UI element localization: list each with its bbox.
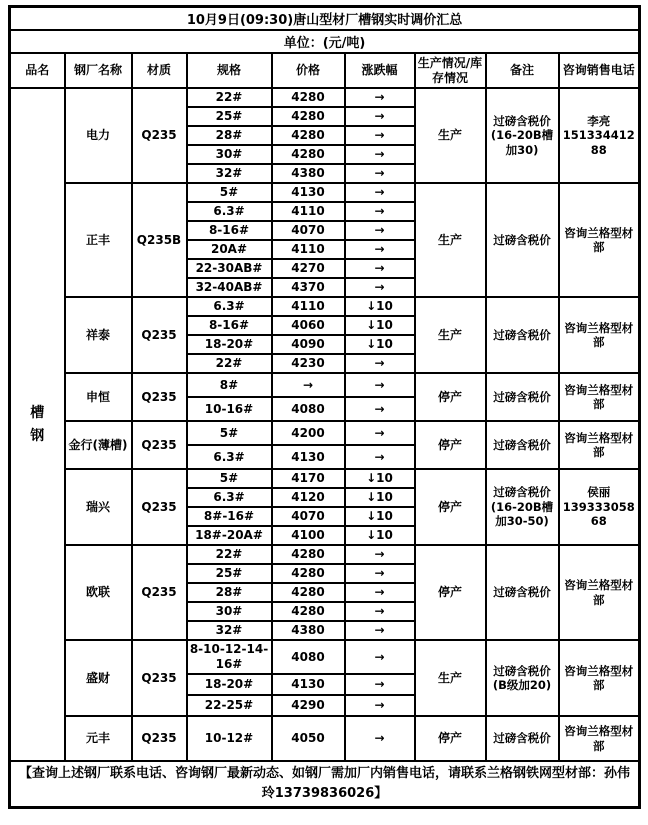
change-cell: ↓10 (345, 297, 415, 316)
contact-cell (559, 373, 640, 421)
spec-cell: 28# (187, 126, 272, 145)
change-cell: ↓10 (345, 526, 415, 545)
change-cell: → (345, 640, 415, 674)
change-cell: → (345, 240, 415, 259)
contact-name: 李亮 (587, 113, 611, 128)
change-cell: → (345, 621, 415, 640)
table-row (10, 373, 640, 397)
change-cell: ↓10 (345, 507, 415, 526)
change-cell: → (345, 583, 415, 602)
spec-cell: 8# (187, 373, 272, 397)
spec-cell: 18-20# (187, 335, 272, 354)
change-cell: ↓10 (345, 335, 415, 354)
change-cell: → (345, 373, 415, 397)
change-cell: → (345, 716, 415, 761)
col-header-contact: 咨询销售电话 (559, 53, 640, 88)
page-title: 10月9日(09:30)唐山型材厂槽钢实时调价汇总 (10, 7, 640, 31)
remark-cell: 过磅含税价(16-20B槽加30) (486, 88, 559, 183)
spec-cell: 30# (187, 602, 272, 621)
spec-cell: 25# (187, 107, 272, 126)
col-header-change: 涨跌幅 (345, 53, 415, 88)
price-cell: 4280 (272, 602, 345, 621)
price-cell: 4280 (272, 88, 345, 107)
change-cell: → (345, 202, 415, 221)
change-cell: → (345, 164, 415, 183)
contact-cell (559, 183, 640, 297)
spec-cell: 8#-16# (187, 507, 272, 526)
contact-name: 咨询兰格型材部 (564, 320, 634, 349)
col-header-status: 生产情况/库存情况 (415, 53, 486, 88)
contact-cell (559, 469, 640, 545)
price-cell: → (272, 373, 345, 397)
contact-name: 咨询兰格型材部 (564, 225, 634, 254)
spec-cell: 6.3# (187, 202, 272, 221)
price-cell: 4280 (272, 126, 345, 145)
spec-cell: 22-25# (187, 695, 272, 716)
price-cell: 4280 (272, 145, 345, 164)
change-cell: → (345, 145, 415, 164)
mill-name-cell: 盛财 (65, 640, 132, 716)
spec-cell: 6.3# (187, 488, 272, 507)
spec-cell: 8-16# (187, 221, 272, 240)
price-cell: 4100 (272, 526, 345, 545)
col-header-spec: 规格 (187, 53, 272, 88)
change-cell: → (345, 674, 415, 695)
spec-cell: 22# (187, 88, 272, 107)
status-cell: 停产 (415, 545, 486, 640)
spec-cell: 6.3# (187, 445, 272, 469)
table-row (10, 88, 640, 107)
material-cell: Q235 (132, 373, 187, 421)
spec-cell: 20A# (187, 240, 272, 259)
contact-cell (559, 297, 640, 373)
title-row (10, 7, 640, 31)
status-cell: 停产 (415, 421, 486, 469)
change-cell: → (345, 695, 415, 716)
price-cell: 4070 (272, 507, 345, 526)
change-cell: ↓10 (345, 469, 415, 488)
contact-name: 咨询兰格型材部 (564, 578, 634, 607)
spec-cell: 32# (187, 621, 272, 640)
footer-row (10, 761, 640, 808)
change-cell: → (345, 545, 415, 564)
material-cell: Q235 (132, 469, 187, 545)
price-bulletin (8, 5, 640, 809)
price-table (8, 5, 641, 809)
contact-cell (559, 88, 640, 183)
change-cell: ↓10 (345, 488, 415, 507)
change-cell: → (345, 183, 415, 202)
product-name-cell: 槽 钢 (10, 88, 65, 761)
footer-note: 【查询上述钢厂联系电话、咨询钢厂最新动态、如钢厂需加厂内销售电话，请联系兰格钢铁网型材部：孙伟玲13739836026】 (10, 761, 640, 808)
price-cell: 4290 (272, 695, 345, 716)
table-row (10, 716, 640, 761)
header-row (10, 53, 640, 88)
change-cell: ↓10 (345, 316, 415, 335)
price-cell: 4280 (272, 583, 345, 602)
status-cell: 停产 (415, 469, 486, 545)
mill-name-cell: 电力 (65, 88, 132, 183)
price-cell: 4170 (272, 469, 345, 488)
contact-cell (559, 421, 640, 469)
spec-cell: 25# (187, 564, 272, 583)
spec-cell: 8-16# (187, 316, 272, 335)
spec-cell: 6.3# (187, 297, 272, 316)
spec-cell: 30# (187, 145, 272, 164)
table-row (10, 469, 640, 488)
spec-cell: 18#-20A# (187, 526, 272, 545)
remark-cell: 过磅含税价(B级加20) (486, 640, 559, 716)
spec-cell: 32-40AB# (187, 278, 272, 297)
remark-cell: 过磅含税价 (486, 297, 559, 373)
remark-cell: 过磅含税价 (486, 421, 559, 469)
mill-name-cell: 金行(薄槽) (65, 421, 132, 469)
status-cell: 生产 (415, 640, 486, 716)
spec-cell: 5# (187, 183, 272, 202)
price-cell: 4080 (272, 640, 345, 674)
remark-cell: 过磅含税价 (486, 183, 559, 297)
remark-cell: 过磅含税价 (486, 716, 559, 761)
contact-name: 侯丽 (587, 485, 611, 500)
col-header-material: 材质 (132, 53, 187, 88)
contact-phone: 13933305868 (562, 499, 635, 529)
spec-cell: 5# (187, 421, 272, 445)
contact-name: 咨询兰格型材部 (564, 430, 634, 459)
remark-cell: 过磅含税价(16-20B槽加30-50) (486, 469, 559, 545)
spec-cell: 10-12# (187, 716, 272, 761)
col-header-mill: 钢厂名称 (65, 53, 132, 88)
mill-name-cell: 元丰 (65, 716, 132, 761)
spec-cell: 22# (187, 545, 272, 564)
spec-cell: 10-16# (187, 397, 272, 421)
contact-phone: 15133441288 (562, 128, 635, 157)
contact-cell (559, 640, 640, 716)
price-cell: 4090 (272, 335, 345, 354)
price-cell: 4120 (272, 488, 345, 507)
table-row (10, 545, 640, 564)
status-cell: 停产 (415, 373, 486, 421)
mill-name-cell: 祥泰 (65, 297, 132, 373)
col-header-product: 品名 (10, 53, 65, 88)
contact-name: 咨询兰格型材部 (564, 382, 634, 411)
price-cell: 4380 (272, 164, 345, 183)
contact-name: 咨询兰格型材部 (564, 724, 634, 753)
price-cell: 4130 (272, 674, 345, 695)
change-cell: → (345, 126, 415, 145)
unit-row (10, 30, 640, 53)
price-cell: 4280 (272, 545, 345, 564)
change-cell: → (345, 259, 415, 278)
contact-cell (559, 716, 640, 761)
spec-cell: 18-20# (187, 674, 272, 695)
material-cell: Q235 (132, 421, 187, 469)
status-cell: 停产 (415, 716, 486, 761)
change-cell: → (345, 88, 415, 107)
price-cell: 4110 (272, 240, 345, 259)
change-cell: → (345, 107, 415, 126)
price-cell: 4270 (272, 259, 345, 278)
spec-cell: 32# (187, 164, 272, 183)
change-cell: → (345, 421, 415, 445)
price-cell: 4280 (272, 564, 345, 583)
status-cell: 生产 (415, 88, 486, 183)
mill-name-cell: 申恒 (65, 373, 132, 421)
table-row (10, 640, 640, 674)
spec-cell: 8-10-12-14-16# (187, 640, 272, 674)
col-header-price: 价格 (272, 53, 345, 88)
remark-cell: 过磅含税价 (486, 545, 559, 640)
change-cell: → (345, 445, 415, 469)
spec-cell: 22# (187, 354, 272, 373)
mill-name-cell: 正丰 (65, 183, 132, 297)
change-cell: → (345, 221, 415, 240)
unit-label: 单位：(元/吨) (10, 30, 640, 53)
change-cell: → (345, 564, 415, 583)
price-cell: 4050 (272, 716, 345, 761)
mill-name-cell: 瑞兴 (65, 469, 132, 545)
material-cell: Q235 (132, 88, 187, 183)
price-cell: 4110 (272, 202, 345, 221)
price-cell: 4060 (272, 316, 345, 335)
spec-cell: 5# (187, 469, 272, 488)
price-cell: 4280 (272, 107, 345, 126)
col-header-remark: 备注 (486, 53, 559, 88)
status-cell: 生产 (415, 297, 486, 373)
table-row (10, 421, 640, 445)
table-row (10, 297, 640, 316)
status-cell: 生产 (415, 183, 486, 297)
contact-cell (559, 545, 640, 640)
price-cell: 4370 (272, 278, 345, 297)
material-cell: Q235 (132, 640, 187, 716)
change-cell: → (345, 397, 415, 421)
change-cell: → (345, 354, 415, 373)
material-cell: Q235 (132, 297, 187, 373)
table-row (10, 183, 640, 202)
change-cell: → (345, 278, 415, 297)
price-cell: 4130 (272, 183, 345, 202)
remark-cell: 过磅含税价 (486, 373, 559, 421)
material-cell: Q235 (132, 716, 187, 761)
price-cell: 4070 (272, 221, 345, 240)
contact-name: 咨询兰格型材部 (564, 663, 634, 692)
material-cell: Q235B (132, 183, 187, 297)
material-cell: Q235 (132, 545, 187, 640)
change-cell: → (345, 602, 415, 621)
price-cell: 4080 (272, 397, 345, 421)
price-cell: 4110 (272, 297, 345, 316)
mill-name-cell: 欧联 (65, 545, 132, 640)
spec-cell: 22-30AB# (187, 259, 272, 278)
spec-cell: 28# (187, 583, 272, 602)
price-cell: 4130 (272, 445, 345, 469)
price-cell: 4200 (272, 421, 345, 445)
price-cell: 4380 (272, 621, 345, 640)
price-cell: 4230 (272, 354, 345, 373)
